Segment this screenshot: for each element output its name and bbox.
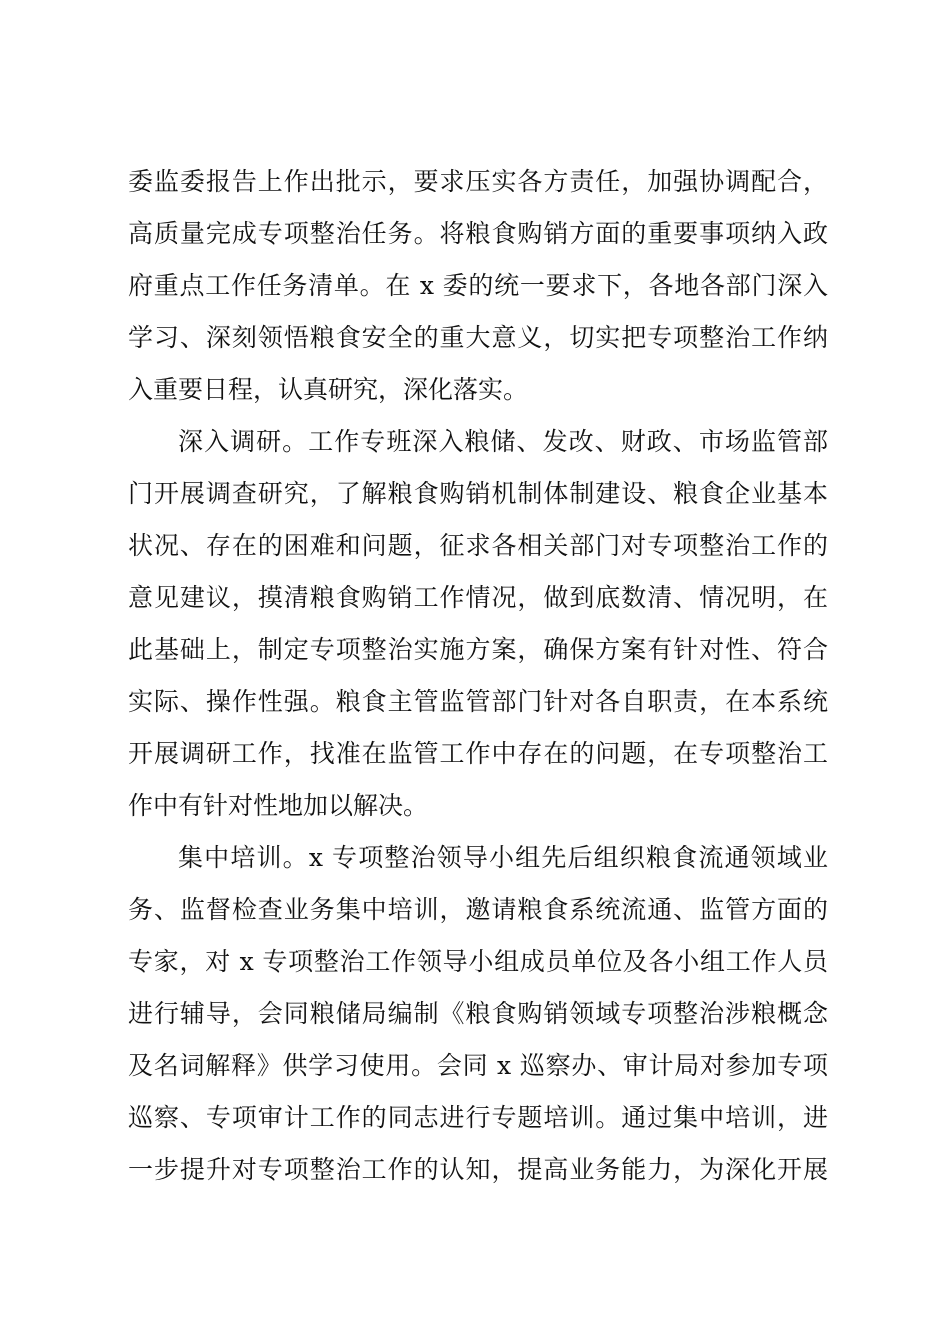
paragraph-training <box>128 832 828 1196</box>
text-line: 高质量完成专项整治任务。将粮食购销方面的重要事项纳入政 <box>128 219 828 248</box>
text-line: 开展调研工作，找准在监管工作中存在的问题，在专项整治工 <box>128 739 828 768</box>
text-line: 一步提升对专项整治工作的认知，提高业务能力，为深化开展 <box>128 1155 828 1184</box>
text-line: 深入调研。工作专班深入粮储、发改、财政、市场监管部 <box>178 427 828 456</box>
text-line: 巡察、专项审计工作的同志进行专题培训。通过集中培训，进 <box>128 1103 828 1132</box>
text-line: 状况、存在的困难和问题，征求各相关部门对专项整治工作的 <box>128 531 828 560</box>
text-line: 及名词解释》供学习使用。会同 x 巡察办、审计局对参加专项 <box>128 1051 828 1080</box>
text-line: 作中有针对性地加以解决。 <box>128 791 429 820</box>
text-line: 学习、深刻领悟粮食安全的重大意义，切实把专项整治工作纳 <box>128 323 828 352</box>
document-body <box>128 156 828 1196</box>
text-line: 务、监督检查业务集中培训，邀请粮食系统流通、监管方面的 <box>128 895 828 924</box>
text-line: 入重要日程，认真研究，深化落实。 <box>128 375 529 404</box>
paragraph-research <box>128 416 828 832</box>
text-line: 意见建议，摸清粮食购销工作情况，做到底数清、情况明，在 <box>128 583 828 612</box>
paragraph-leadership <box>128 156 828 416</box>
text-line: 实际、操作性强。粮食主管监管部门针对各自职责，在本系统 <box>128 687 828 716</box>
text-line: 此基础上，制定专项整治实施方案，确保方案有针对性、符合 <box>128 635 828 664</box>
text-line: 门开展调查研究，了解粮食购销机制体制建设、粮食企业基本 <box>128 479 828 508</box>
text-line: 专家，对 x 专项整治工作领导小组成员单位及各小组工作人员 <box>128 947 828 976</box>
text-line: 府重点工作任务清单。在 x 委的统一要求下，各地各部门深入 <box>128 271 828 300</box>
text-line: 集中培训。x 专项整治领导小组先后组织粮食流通领域业 <box>178 843 828 872</box>
text-line: 委监委报告上作出批示，要求压实各方责任，加强协调配合， <box>128 167 828 196</box>
text-line: 进行辅导，会同粮储局编制《粮食购销领域专项整治涉粮概念 <box>128 999 828 1028</box>
